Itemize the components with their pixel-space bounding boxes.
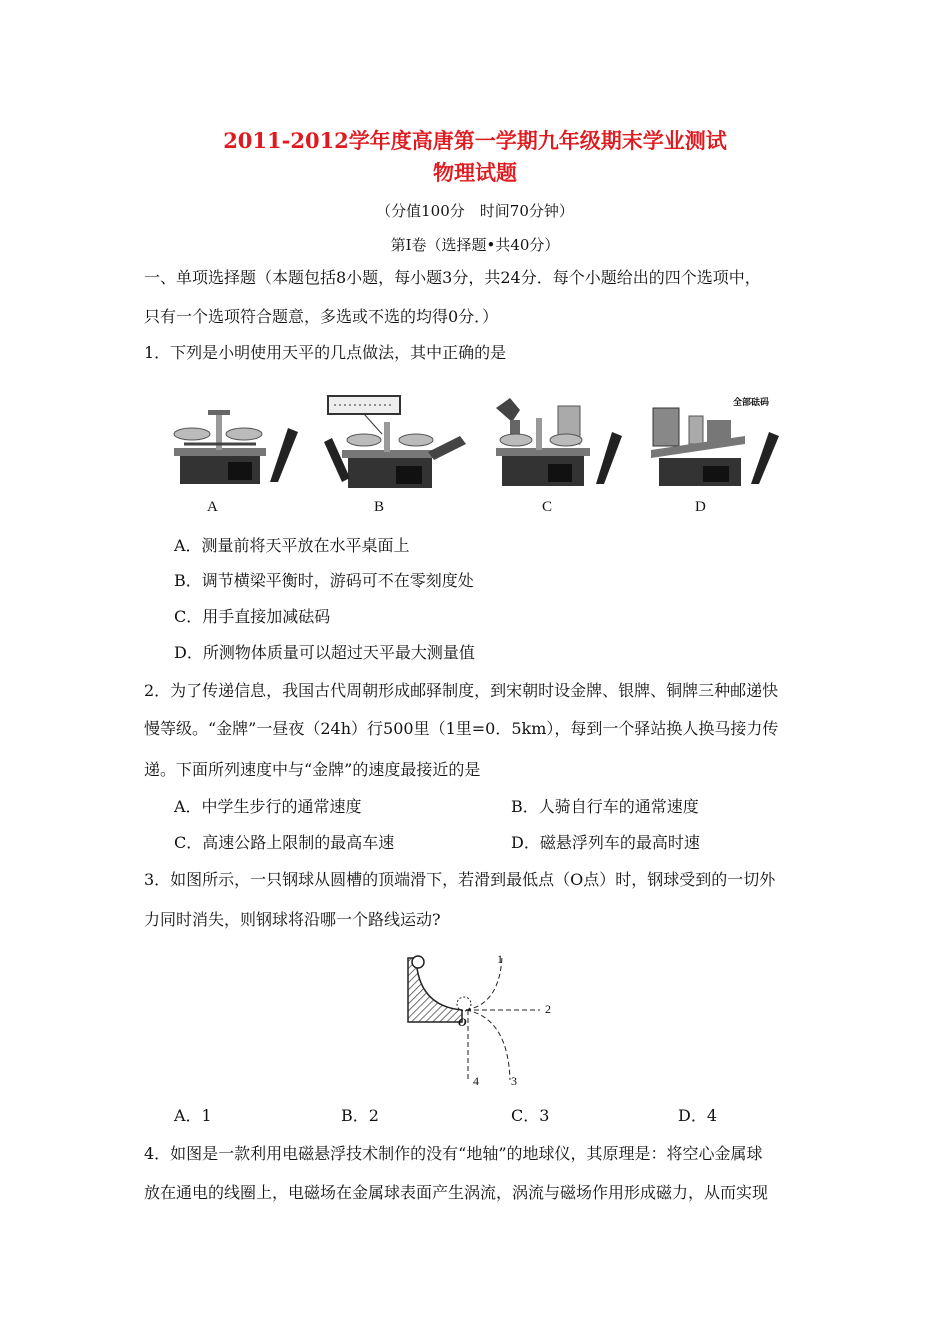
path-label-1: 1 (497, 952, 503, 966)
path-label-2: 2 (545, 1002, 551, 1016)
balance-figure-c (490, 392, 625, 492)
path-label-3: 3 (511, 1074, 517, 1088)
question-1-option-d: D．所测物体质量可以超过天平最大测量值 (174, 643, 475, 662)
question-2-option-c: C．高速公路上限制的最高车速 (174, 833, 395, 852)
volume-heading: 第Ⅰ卷（选择题•共40分） (390, 236, 560, 254)
question-1-option-a: A．测量前将天平放在水平桌面上 (174, 536, 410, 555)
path-label-4: 4 (473, 1074, 479, 1088)
question-3-stem-line2: 力同时消失，则钢球将沿哪一个路线运动? (144, 910, 441, 929)
question-2-stem-line2: 慢等级。“金牌”一昼夜（24h）行500里（1里=0．5km），每到一个驿站换人换马接力传 (144, 719, 779, 738)
balance-figure-b (320, 392, 470, 492)
question-1-option-b: B．调节横梁平衡时，游码可不在零刻度处 (174, 571, 474, 590)
figure-label-d: D (695, 499, 706, 515)
question-4-stem-line1: 4．如图是一款利用电磁悬浮技术制作的没有“地轴”的地球仪，其原理是：将空心金属球 (144, 1144, 763, 1163)
question-2-stem-line3: 递。下面所列速度中与“金牌”的速度最接近的是 (144, 760, 481, 779)
figure-d-note: 全部砝码 (733, 397, 770, 407)
balance-figure-a (170, 392, 305, 492)
question-2-option-a: A．中学生步行的通常速度 (174, 797, 362, 816)
question-3-stem-line1: 3．如图所示，一只钢球从圆槽的顶端滑下，若滑到最低点（O点）时，钢球受到的一切外 (144, 870, 776, 889)
question-4-stem-line2: 放在通电的线圈上，电磁场在金属球表面产生涡流，涡流与磁场作用形成磁力，从而实现 (144, 1183, 769, 1202)
figure-label-c: C (542, 499, 553, 515)
section-instruction-line2: 只有一个选项符合题意，多选或不选的均得0分．） (144, 307, 499, 326)
question-1-option-c: C．用手直接加减砝码 (174, 607, 331, 626)
question-2-stem-line1: 2．为了传递信息，我国古代周朝形成邮驿制度，到宋朝时设金牌、银牌、铜牌三种邮递快 (144, 681, 779, 700)
question-3-option-c: C．3 (511, 1106, 550, 1125)
question-3-option-d: D．4 (678, 1106, 718, 1125)
figure-label-b: B (374, 499, 385, 515)
question-2-option-b: B．人骑自行车的通常速度 (511, 797, 699, 816)
figure-label-a: A (207, 499, 218, 515)
point-o-label: O (458, 1015, 467, 1029)
question-3-option-a: A．1 (174, 1106, 212, 1125)
question-2-option-d: D．磁悬浮列车的最高时速 (511, 833, 700, 852)
question-3-option-b: B．2 (341, 1106, 379, 1125)
score-time: （分值100分 时间70分钟） (376, 202, 574, 220)
exam-subject: 物理试题 (433, 160, 517, 185)
question-1-stem: 1．下列是小明使用天平的几点做法，其中正确的是 (144, 343, 507, 362)
trajectory-figure (400, 948, 560, 1088)
exam-title: 2011-2012学年度高唐第一学期九年级期末学业测试 (223, 128, 727, 153)
section-instruction-line1: 一、单项选择题（本题包括8小题，每小题3分，共24分．每个小题给出的四个选项中， (144, 268, 761, 287)
